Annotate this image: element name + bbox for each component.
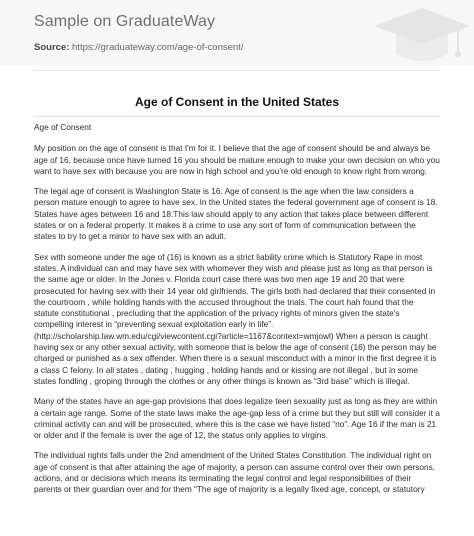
paragraph: Sex with someone under the age of (16) is known as a strict liability crime which is Statutory Rape in most states. A individual can and may have sex with whomever they wish and please just as long as that person is the same age or older. In the Jones v. Florida court case there was two men age 19 and 20 that were prosecuted for having sex with their 14 year old girlfriends. The girls both had declared that their consented in the courtroom , while holding hands with the accused throughout the trials. The court hah found that the statute constitutional , precluding that the application of the privacy rights of minors given the state's compelling interest in “preventing sexual exploitation early in life”. (http://scholarship.law.wm.edu/cgi/viewcontent.cgi?article=1167&context=wmjowl) When a person is caught having sex or any other sexual activity, with someone that is below the age of consent (16) the person may be charged or punished as a sex offender. When there is a sexual misconduct with a minor in the first degree it is a class C felony. In all states , dating , hugging , holding hands and or kissing are not illegal , but in some states fondling , groping through the clothes or any other things is known as “3rd base” which is illegal. [34,251,437,386]
essay-subtitle: Age of Consent [34,122,92,132]
paragraph: The individual rights falls under the 2nd amendment of the United States Constitution. The individual right on age of consent is that after attaining the age of majority, a person can assume control over their own persons, actions, and or decisions which means its terminating the legal control and legal responsibilities of their parents or their guardian over and for them “The age of majority is a legally fixed age, concept, or statutory [34,450,436,495]
paragraph: The legal age of consent is Washington State is 16. Age of consent is the age when the law considers a person mature enough to agree to have sex. In the United states the federal government age of consent is 18. States have ages between 16 and 18.This law should apply to any action that takes place between different states or on a federal property. It makes it a crime to use any sort of form of communication between the states to try to get a minor to have sex with an adult. [34,186,438,242]
site-header [0,0,474,66]
paragraph: Many of the states have an age-gap provisions that does legalize teen sexuality just as long as they are within a certain age range. Some of the state laws make the age-gap less of a crime but they but still will consider it a criminal activity can and will be prosecuted, where this is the case we have listed “no”. Age 16 if the man is 21 or older and if the female is over the age of 12, the status only applies to virgins. [34,396,440,441]
divider [34,116,440,117]
source-link[interactable]: https://graduateway.com/age-of-consent/ [72,42,244,53]
graduation-cap-icon [372,4,472,66]
source-label: Source: [34,42,70,53]
brand-title: Sample on GraduateWay [34,13,216,30]
source-line [34,42,243,53]
paragraph: My position on the age of consent is that I'm for it. I believe that the age of consent should be and always be age of 16, because once have turned 16 you should be mature enough to make your own decision on who you want to have sex with because you are now in high school and you're old enough to know right from wrong. [34,143,440,176]
page-title: Age of Consent in the United States [134,95,339,109]
divider [34,70,440,71]
essay-body [34,122,440,505]
